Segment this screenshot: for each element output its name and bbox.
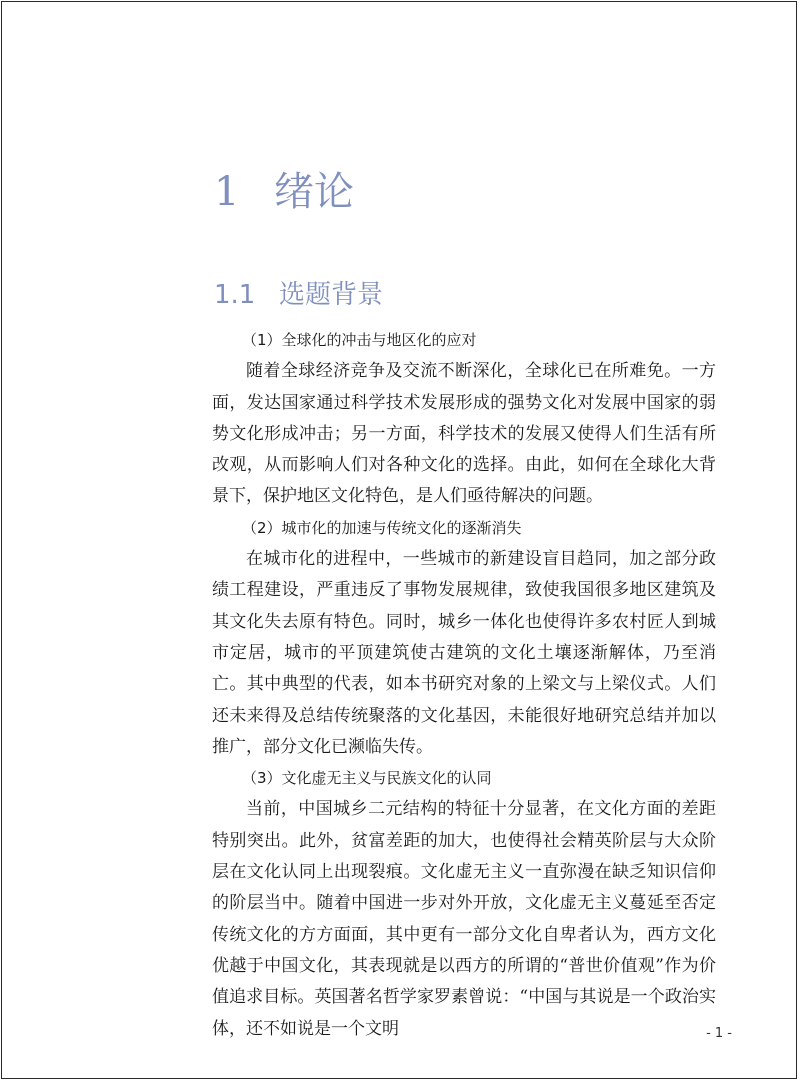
section-number: 1.1 xyxy=(214,280,256,310)
section-heading xyxy=(214,278,383,312)
paragraph: 在城市化的进程中，一些城市的新建设盲目趋同，加之部分政绩工程建设，严重违反了事物发展规律，致使我国很多地区建筑及其文化失去原有特色。同时，城乡一体化也使得许多农村匠人到城市定居，城市的平顶建筑使古建筑的文化土壤逐渐解体，乃至消亡。其中典型的代表，如本书研究对象的上梁文与上梁仪式。人们还未来得及总结传统聚落的文化基因，未能很好地研究总结并加以推广，部分文化已濒临失传。 xyxy=(212,549,716,757)
subsection-heading: （1）全球化的冲击与地区化的应对 xyxy=(242,331,477,349)
chapter-number: 1 xyxy=(214,169,240,215)
chapter-heading xyxy=(214,166,354,218)
section-title: 选题背景 xyxy=(279,280,384,310)
page-number: - 1 - xyxy=(706,1026,732,1041)
chapter-title: 绪论 xyxy=(274,169,354,215)
paragraph: 当前，中国城乡二元结构的特征十分显著，在文化方面的差距特别突出。此外，贫富差距的加大，也使得社会精英阶层与大众阶层在文化认同上出现裂痕。文化虚无主义一直弥漫在缺乏知识信仰的阶层当中。随着中国进一步对外开放，文化虚无主义蔓延至否定传统文化的方方面面，其中更有一部分文化自卑者认为，西方文化优越于中国文化，其表现就是以西方的所谓的“普世价值观”作为价值追求目标。英国著名哲学家罗素曾说：“中国与其说是一个政治实体，还不如说是一个文明 xyxy=(212,799,716,1039)
subsection-heading: （2）城市化的加速与传统文化的逐渐消失 xyxy=(242,518,522,537)
paragraph: 随着全球经济竞争及交流不断深化，全球化已在所难免。一方面，发达国家通过科学技术发展形成的强势文化对发展中国家的弱势文化形成冲击；另一方面，科学技术的发展又使得人们生活有所改观，从而影响人们对各种文化的选择。由此，如何在全球化大背景下，保护地区文化特色，是人们亟待解决的问题。 xyxy=(212,361,716,507)
body-text xyxy=(212,325,716,1045)
subsection-heading: （3）文化虚无主义与民族文化的认同 xyxy=(242,769,492,788)
